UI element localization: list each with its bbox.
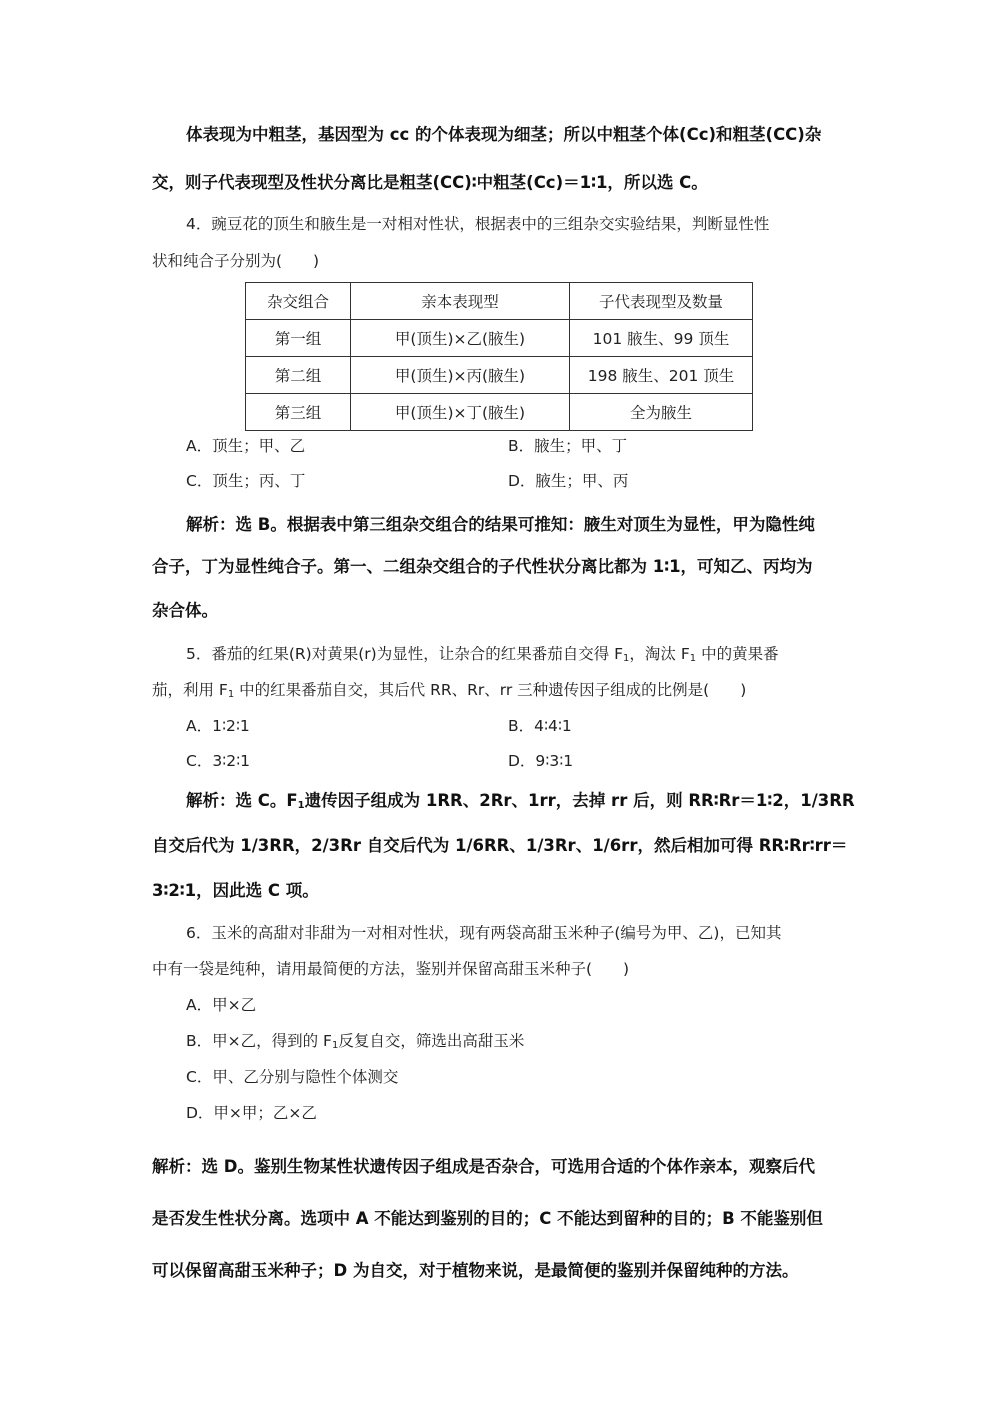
prev-explanation-line-2: 交，则子代表现型及性状分离比是粗茎(CC)∶中粗茎(Cc)＝1∶1，所以选 C。 [152,173,708,192]
q6-option-d[interactable]: D．甲×甲；乙×乙 [186,1104,317,1122]
q6-stem-line-2: 中有一袋是纯种，请用最简便的方法，鉴别并保留高甜玉米种子( ) [152,960,630,978]
subscript: 1 [331,1040,339,1051]
q5-option-a[interactable]: A．1∶2∶1 [186,717,250,735]
q4-stem-line-2: 状和纯合子分别为( ) [152,252,320,270]
q6-option-b[interactable] [186,1030,524,1057]
subscript: 1 [623,653,630,664]
table-cell: 甲(顶生)×丙(腋生) [351,357,570,394]
q6-option-b-text: 反复自交，筛选出高甜玉米 [338,1032,525,1050]
q4-stem-line-1: 4．豌豆花的顶生和腋生是一对相对性状，根据表中的三组杂交实验结果，判断显性性 [186,215,770,233]
q6-option-b-text: B．甲×乙，得到的 F [186,1032,332,1050]
table-row [246,357,753,394]
q5-explanation-line-3: 3∶2∶1，因此选 C 项。 [152,881,319,900]
subscript: 1 [227,689,235,700]
table-cell: 第二组 [246,357,351,394]
q5-explanation-text: 解析：选 C。F [186,791,298,810]
table-cell: 101 腋生、99 顶生 [570,320,753,357]
q4-option-c[interactable]: C．顶生；丙、丁 [186,472,306,490]
q5-stem-text: 中的红果番茄自交，其后代 RR、Rr、rr 三种遗传因子组成的比例是( ) [234,681,747,699]
q5-stem-line-1 [186,643,779,670]
q5-option-d[interactable]: D．9∶3∶1 [508,752,574,770]
table-header-cell: 杂交组合 [246,283,351,320]
q6-explanation-line-1: 解析：选 D。鉴别生物某性状遗传因子组成是否杂合，可选用合适的个体作亲本，观察后代 [152,1157,815,1176]
q5-explanation-line-1 [186,790,855,817]
table-row [246,320,753,357]
q5-option-c[interactable]: C．3∶2∶1 [186,752,250,770]
q6-explanation-line-3: 可以保留高甜玉米种子；D 为自交，对于植物来说，是最简便的鉴别并保留纯种的方法。 [152,1261,799,1280]
q5-option-b[interactable]: B．4∶4∶1 [508,717,572,735]
q4-explanation-line-1: 解析：选 B。根据表中第三组杂交组合的结果可推知：腋生对顶生为显性，甲为隐性纯 [186,515,815,534]
q4-option-d[interactable]: D．腋生；甲、丙 [508,472,629,490]
q5-explanation-text: 遗传因子组成为 1RR、2Rr、1rr，去掉 rr 后，则 RR∶Rr＝1∶2，1/3RR [304,791,855,810]
table-cell: 甲(顶生)×乙(腋生) [351,320,570,357]
table-cell: 甲(顶生)×丁(腋生) [351,394,570,431]
subscript: 1 [689,653,697,664]
prev-explanation-line-1: 体表现为中粗茎，基因型为 cc 的个体表现为细茎；所以中粗茎个体(Cc)和粗茎(CC)杂 [186,125,822,144]
q6-option-c[interactable]: C．甲、乙分别与隐性个体测交 [186,1068,399,1086]
q6-stem-line-1: 6．玉米的高甜对非甜为一对相对性状，现有两袋高甜玉米种子(编号为甲、乙)，已知其 [186,924,782,942]
q4-option-b[interactable]: B．腋生；甲、丁 [508,437,628,455]
q5-explanation-line-2: 自交后代为 1/3RR，2/3Rr 自交后代为 1/6RR、1/3Rr、1/6rr，然后相加可得 RR∶Rr∶rr＝ [152,836,848,855]
q5-stem-text: 中的黄果番 [696,645,779,663]
table-row [246,394,753,431]
q5-stem-text: ，淘汰 F [629,645,690,663]
q4-explanation-line-2: 合子，丁为显性纯合子。第一、二组杂交组合的子代性状分离比都为 1∶1，可知乙、丙均为 [152,557,813,576]
q6-option-a[interactable]: A．甲×乙 [186,996,257,1014]
q5-stem-text: 5．番茄的红果(R)对黄果(r)为显性，让杂合的红果番茄自交得 F [186,645,624,663]
table-header-cell: 子代表现型及数量 [570,283,753,320]
table-cell: 全为腋生 [570,394,753,431]
q4-option-a[interactable]: A．顶生；甲、乙 [186,437,306,455]
q4-explanation-line-3: 杂合体。 [152,601,218,620]
q4-cross-table [245,282,753,431]
subscript: 1 [297,800,305,811]
table-cell: 第三组 [246,394,351,431]
q6-explanation-line-2: 是否发生性状分离。选项中 A 不能达到鉴别的目的；C 不能达到留种的目的；B 不能鉴别但 [152,1209,823,1228]
table-cell: 第一组 [246,320,351,357]
table-header-row [246,283,753,320]
table-cell: 198 腋生、201 顶生 [570,357,753,394]
table-header-cell: 亲本表现型 [351,283,570,320]
q5-stem-text: 茄，利用 F [152,681,228,699]
q5-stem-line-2 [152,679,746,706]
